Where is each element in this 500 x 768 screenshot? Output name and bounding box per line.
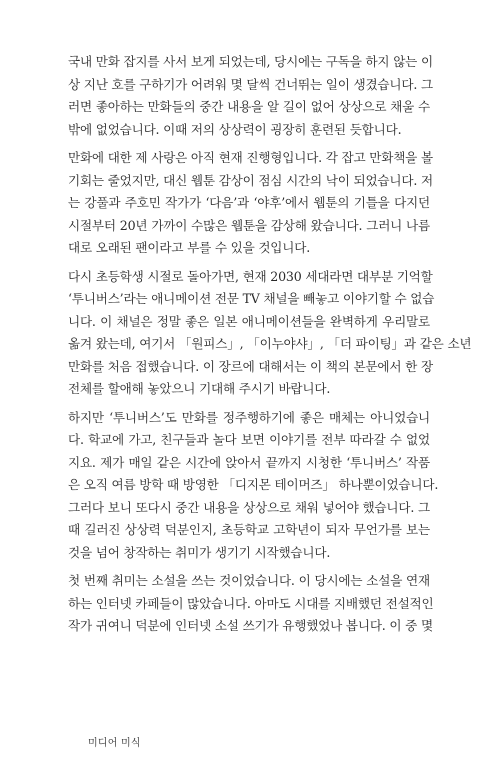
paragraph-3 <box>68 266 472 401</box>
text-line: 러면 좋아하는 만화들의 중간 내용을 알 길이 없어 상상으로 채울 수 <box>68 99 430 114</box>
text-line: 하는 인터넷 카페들이 많았습니다. 아마도 시대를 지배했던 전설적인 <box>68 595 434 611</box>
running-footer: 미디어 미식 <box>88 738 141 749</box>
text-line: 지요. 제가 매일 같은 시간에 앉아서 끝까지 시청한 ‘투니버스’ 작품 <box>68 454 430 470</box>
text-line: 대로 오래된 팬이라고 부를 수 있을 것입니다. <box>68 240 311 255</box>
paragraph-5 <box>68 570 434 638</box>
paragraph-2 <box>68 147 433 260</box>
text-line: ‘투니버스’라는 애니메이션 전문 TV 채널을 빼놓고 이야기할 수 없습 <box>68 291 435 306</box>
text-line: 만화를 처음 접했습니다. 이 장르에 대해서는 이 책의 본문에서 한 장 <box>68 358 433 374</box>
text-line: 하지만 ‘투니버스’도 만화를 정주행하기에 좋은 매체는 아니었습니 <box>68 409 430 425</box>
text-line: 것을 넘어 창작하는 취미가 생기기 시작했습니다. <box>68 544 331 560</box>
paragraph-1 <box>68 51 433 141</box>
text-line: 그러다 보니 또다시 중간 내용을 상상으로 채워 넣어야 했습니다. 그 <box>68 499 430 515</box>
text-line: 다. 학교에 가고, 친구들과 놀다 보면 이야기를 전부 따라갈 수 없었 <box>68 432 430 447</box>
text-line: 니다. 이 채널은 정말 좋은 일본 애니메이션들을 완벽하게 우리말로 <box>68 313 430 329</box>
text-line: 때 길러진 상상력 덕분인지, 초등학교 고학년이 되자 무언가를 보는 <box>68 522 430 537</box>
text-line: 밖에 없었습니다. 이때 저의 상상력이 굉장히 훈련된 듯합니다. <box>68 121 402 137</box>
text-line: 작가 귀여니 덕분에 인터넷 소설 쓰기가 유행했었나 봅니다. 이 중 몇 <box>68 618 433 633</box>
text-line: 기회는 줄었지만, 대신 웹툰 감상이 점심 시간의 낙이 되었습니다. 저 <box>68 172 433 188</box>
text-line: 는 강풀과 주호민 작가가 ‘다음’과 ‘야후’에서 웹툰의 기틀을 다지던 <box>68 195 430 210</box>
document-body <box>68 51 472 644</box>
text-line: 다시 초등학생 시절로 돌아가면, 현재 2030 세대라면 대부분 기억할 <box>68 268 433 284</box>
text-line: 만화에 대한 제 사랑은 아직 현재 진행형입니다. 각 잡고 만화책을 볼 <box>68 150 433 165</box>
text-line: 첫 번째 취미는 소설을 쓰는 것이었습니다. 이 당시에는 소설을 연재 <box>68 573 430 588</box>
paragraph-4 <box>68 407 439 565</box>
text-line: 옮겨 왔는데, 여기서 「원피스」, 「이누야샤」, 「더 파이팅」과 같은 소년 <box>68 336 472 351</box>
text-line: 시절부터 20년 가까이 수많은 웹툰을 감상해 왔습니다. 그러니 나름 <box>68 217 430 233</box>
text-line: 국내 만화 잡지를 사서 보게 되었는데, 당시에는 구독을 하지 않는 이 <box>68 54 433 69</box>
text-line: 전체를 할애해 놓았으니 기대해 주시기 바랍니다. <box>68 381 331 396</box>
text-line: 상 지난 호를 구하기가 어려워 몇 달씩 건너뛰는 일이 생겼습니다. 그 <box>68 76 433 92</box>
text-line: 은 오직 여름 방학 때 방영한 「디지몬 테이머즈」 하나뿐이었습니다. <box>68 477 439 492</box>
